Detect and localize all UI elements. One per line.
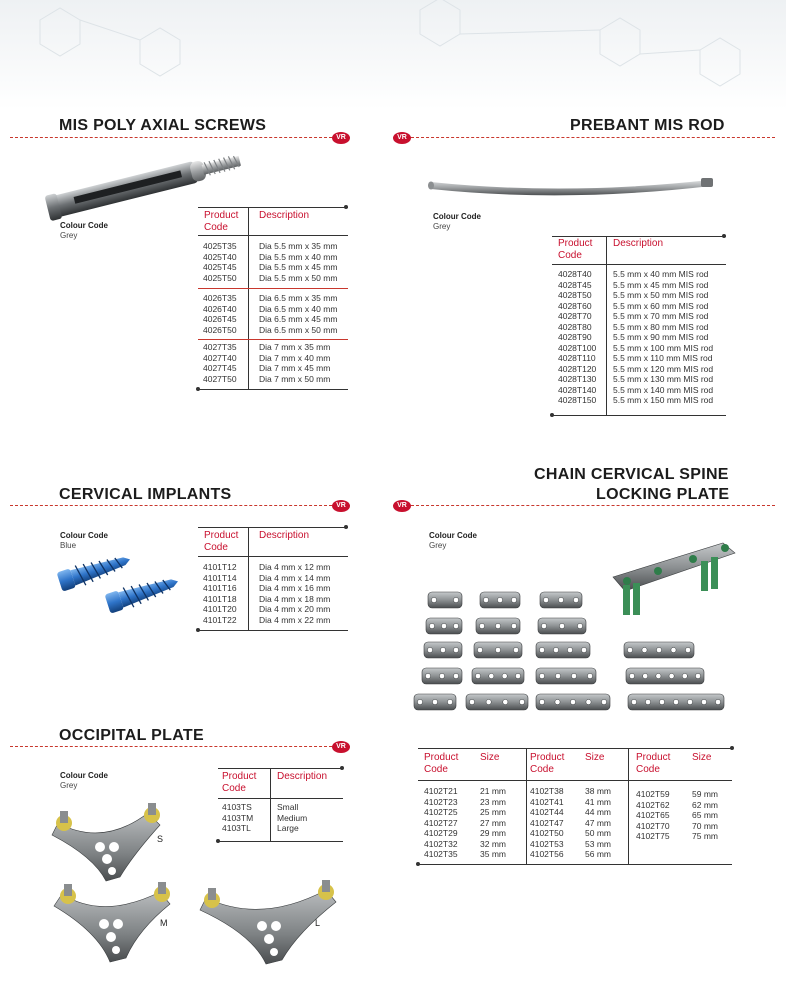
- rule-end-dot: [216, 839, 220, 843]
- locking-plate: [466, 694, 528, 710]
- col3-codes: 4102T59 4102T62 4102T65 4102T70 4102T75: [636, 789, 670, 841]
- column-divider: [628, 748, 629, 864]
- rule-end-dot: [416, 862, 420, 866]
- header-description: Description: [259, 210, 310, 221]
- plate-hole: [645, 699, 650, 704]
- locking-plate: [626, 668, 704, 684]
- plate-hole: [495, 623, 500, 628]
- plate-hole: [631, 699, 636, 704]
- plate-hole: [495, 647, 500, 652]
- plate-hole: [643, 673, 648, 678]
- bottom-rule: [552, 415, 726, 416]
- size-label-m: M: [160, 918, 168, 928]
- rod-descs: 5.5 mm x 40 mm MIS rod 5.5 mm x 45 mm MIS rod 5.5 mm x 50 mm MIS rod 5.5 mm x 60 mm MIS rod 5.5 mm x 70 mm MIS rod 5.5 mm x 80 mm MIS rod 5.5 mm x 90 mm MIS rod 5.5 mm x 100 mm MIS rod 5.5 mm x 110 mm MIS rod 5.5 mm x 120 mm MIS rod 5.5 mm x 130 mm MIS rod 5.5 mm x 140 mm MIS rod 5.5 mm x 150 mm MIS rod: [613, 269, 714, 405]
- plate-hole: [587, 673, 592, 678]
- chain-plate-title-line1: CHAIN CERVICAL SPINE: [534, 466, 729, 483]
- plate-hole: [439, 673, 444, 678]
- group-1-descs: Dia 5.5 mm x 35 mm Dia 5.5 mm x 40 mm Dia 5.5 mm x 45 mm Dia 5.5 mm x 50 mm: [259, 241, 338, 283]
- plate-hole: [432, 699, 437, 704]
- plate-hole: [642, 647, 647, 652]
- colour-code-value: Grey: [60, 231, 78, 240]
- plate-hole: [431, 597, 436, 602]
- plate-hole: [539, 647, 544, 652]
- plate-hole: [570, 699, 575, 704]
- header-product-code: Product Code: [424, 752, 459, 775]
- bottom-rule: [198, 389, 348, 390]
- occipital-codes: 4103TS 4103TM 4103TL: [222, 802, 254, 833]
- plate-hole: [453, 597, 458, 602]
- plate-hole: [586, 699, 591, 704]
- column-divider: [270, 768, 271, 841]
- plate-hole: [440, 647, 445, 652]
- header-rule: [198, 235, 348, 236]
- cervical-screws-image: [56, 550, 186, 610]
- top-rule: [218, 768, 343, 769]
- plate-hole: [555, 699, 560, 704]
- header-size: Size: [480, 752, 500, 763]
- group-3-descs: Dia 7 mm x 35 mm Dia 7 mm x 40 mm Dia 7 mm x 45 mm Dia 7 mm x 50 mm: [259, 342, 331, 384]
- poly-axial-screw-image: [42, 152, 242, 212]
- header-rule: [198, 556, 348, 557]
- section-divider: [10, 137, 332, 138]
- vr-logo-icon: VR: [332, 741, 350, 753]
- header-product-code: Product Code: [636, 752, 671, 775]
- plate-hole: [571, 673, 576, 678]
- cervical-implants-title: CERVICAL IMPLANTS: [59, 486, 232, 503]
- vr-logo-icon: VR: [332, 132, 350, 144]
- plate-hole: [567, 647, 572, 652]
- plate-hole: [659, 699, 664, 704]
- plate-hole: [453, 623, 458, 628]
- plate-hole: [503, 699, 508, 704]
- plate-hole: [511, 623, 516, 628]
- plate-hole: [469, 699, 474, 704]
- column-divider: [526, 748, 527, 864]
- group-2-codes: 4026T35 4026T40 4026T45 4026T50: [203, 293, 237, 335]
- plate-hole: [673, 699, 678, 704]
- plate-hole: [601, 699, 606, 704]
- header-rule: [218, 798, 343, 799]
- column-divider: [606, 236, 607, 415]
- colour-code-value: Blue: [60, 541, 77, 550]
- group-2-descs: Dia 6.5 mm x 35 mm Dia 6.5 mm x 40 mm Dia 6.5 mm x 45 mm Dia 6.5 mm x 50 mm: [259, 293, 338, 335]
- group-1-codes: 4025T35 4025T40 4025T45 4025T50: [203, 241, 237, 283]
- mis-screws-title: MIS POLY AXIAL SCREWS: [59, 117, 267, 134]
- col2-sizes: 38 mm 41 mm 44 mm 47 mm 50 mm 53 mm 56 mm: [585, 786, 611, 859]
- col2-codes: 4102T38 4102T41 4102T44 4102T47 4102T50 4102T53 4102T56: [530, 786, 564, 859]
- rod-codes: 4028T40 4028T45 4028T50 4028T60 4028T70 4028T80 4028T90 4028T100 4028T110 4028T120 4028T130 4028T140 4028T150: [558, 269, 597, 405]
- occipital-plate-title: OCCIPITAL PLATE: [59, 727, 204, 744]
- plate-hole: [715, 699, 720, 704]
- plate-hole: [429, 623, 434, 628]
- colour-code-label: Colour Code: [429, 531, 477, 540]
- rule-end-dot: [340, 766, 344, 770]
- rule-end-dot: [550, 413, 554, 417]
- top-rule: [198, 527, 348, 528]
- colour-code-label: Colour Code: [60, 221, 108, 230]
- vr-logo-icon: VR: [393, 500, 411, 512]
- colour-code-value: Grey: [429, 541, 447, 550]
- bottom-rule: [218, 841, 343, 842]
- plate-hole: [656, 647, 661, 652]
- colour-code-label: Colour Code: [433, 212, 481, 221]
- top-rule: [552, 236, 726, 237]
- rule-end-dot: [344, 205, 348, 209]
- plate-hole: [511, 597, 516, 602]
- plate-hole: [477, 647, 482, 652]
- header-product-code: Product Code: [530, 752, 565, 775]
- plate-hole: [427, 647, 432, 652]
- header-product-code: Product Code: [222, 771, 257, 794]
- plate-hole: [539, 699, 544, 704]
- plate-hole: [669, 673, 674, 678]
- header-description: Description: [277, 771, 328, 782]
- top-rule: [418, 748, 732, 749]
- section-divider: [411, 137, 775, 138]
- colour-code-value: Grey: [433, 222, 451, 231]
- cervical-codes: 4101T12 4101T14 4101T16 4101T18 4101T20 4101T22: [203, 562, 237, 625]
- plate-hole: [543, 597, 548, 602]
- plate-hole: [497, 597, 502, 602]
- col1-sizes: 21 mm 23 mm 25 mm 27 mm 29 mm 32 mm 35 mm: [480, 786, 506, 859]
- header-description: Description: [613, 238, 664, 249]
- col3-sizes: 59 mm 62 mm 65 mm 70 mm 75 mm: [692, 789, 718, 841]
- plate-hole: [553, 647, 558, 652]
- plate-hole: [453, 647, 458, 652]
- header-product-code: Product Code: [204, 210, 239, 233]
- plate-hole: [539, 673, 544, 678]
- vr-logo-icon: VR: [393, 132, 411, 144]
- header-size: Size: [585, 752, 605, 763]
- plate-hole: [555, 673, 560, 678]
- colour-code-value: Grey: [60, 781, 78, 790]
- plate-hole: [573, 597, 578, 602]
- column-divider: [248, 527, 249, 630]
- plate-hole: [701, 699, 706, 704]
- mis-rod-image: [425, 170, 715, 200]
- plate-hole: [479, 623, 484, 628]
- plate-hole: [685, 647, 690, 652]
- rule-end-dot: [196, 387, 200, 391]
- plate-hole: [629, 673, 634, 678]
- top-rule: [198, 207, 348, 208]
- locking-plates-image: [408, 530, 758, 720]
- plate-hole: [695, 673, 700, 678]
- plate-hole: [581, 647, 586, 652]
- plate-hole: [483, 597, 488, 602]
- header-rule: [552, 264, 726, 265]
- rule-end-dot: [344, 525, 348, 529]
- header-rule: [418, 780, 732, 781]
- plate-hole: [577, 623, 582, 628]
- col1-codes: 4102T21 4102T23 4102T25 4102T27 4102T29 4102T32 4102T35: [424, 786, 458, 859]
- plate-hole: [559, 623, 564, 628]
- locking-plate: [536, 668, 596, 684]
- plate-hole: [687, 699, 692, 704]
- rule-end-dot: [730, 746, 734, 750]
- group-separator: [198, 288, 348, 289]
- chain-plate-title-line2: LOCKING PLATE: [596, 486, 730, 503]
- plate-hole: [682, 673, 687, 678]
- colour-code-label: Colour Code: [60, 771, 108, 780]
- plate-hole: [513, 647, 518, 652]
- header-product-code: Product Code: [558, 238, 593, 261]
- group-separator: [198, 339, 348, 340]
- occipital-descs: Small Medium Large: [277, 802, 308, 833]
- header-background-pattern: [0, 0, 786, 110]
- size-label-l: L: [315, 918, 321, 928]
- rule-end-dot: [196, 628, 200, 632]
- header-size: Size: [692, 752, 712, 763]
- size-label-s: S: [157, 834, 164, 844]
- plate-hole: [486, 699, 491, 704]
- plate-hole: [519, 699, 524, 704]
- header-description: Description: [259, 530, 310, 541]
- vr-logo-icon: VR: [332, 500, 350, 512]
- plate-hole: [425, 673, 430, 678]
- plate-hole: [627, 647, 632, 652]
- plate-hole: [515, 673, 520, 678]
- colour-code-label: Colour Code: [60, 531, 108, 540]
- rule-end-dot: [722, 234, 726, 238]
- plate-hole: [541, 623, 546, 628]
- header-product-code: Product Code: [204, 530, 239, 553]
- plate-hole: [656, 673, 661, 678]
- section-divider: [10, 746, 332, 747]
- plate-hole: [671, 647, 676, 652]
- plate-hole: [475, 673, 480, 678]
- cervical-descs: Dia 4 mm x 12 mm Dia 4 mm x 14 mm Dia 4 mm x 16 mm Dia 4 mm x 18 mm Dia 4 mm x 20 mm Dia 4 mm x 22 mm: [259, 562, 331, 625]
- prebant-rod-title: PREBANT MIS ROD: [570, 117, 725, 134]
- bottom-rule: [418, 864, 732, 865]
- plate-hole: [441, 623, 446, 628]
- plate-hole: [489, 673, 494, 678]
- plate-hole: [417, 699, 422, 704]
- plate-hole: [558, 597, 563, 602]
- plate-hole: [447, 699, 452, 704]
- section-divider: [411, 505, 775, 506]
- bottom-rule: [198, 630, 348, 631]
- section-divider: [10, 505, 332, 506]
- plate-hole: [453, 673, 458, 678]
- group-3-codes: 4027T35 4027T40 4027T45 4027T50: [203, 342, 237, 384]
- plate-hole: [502, 673, 507, 678]
